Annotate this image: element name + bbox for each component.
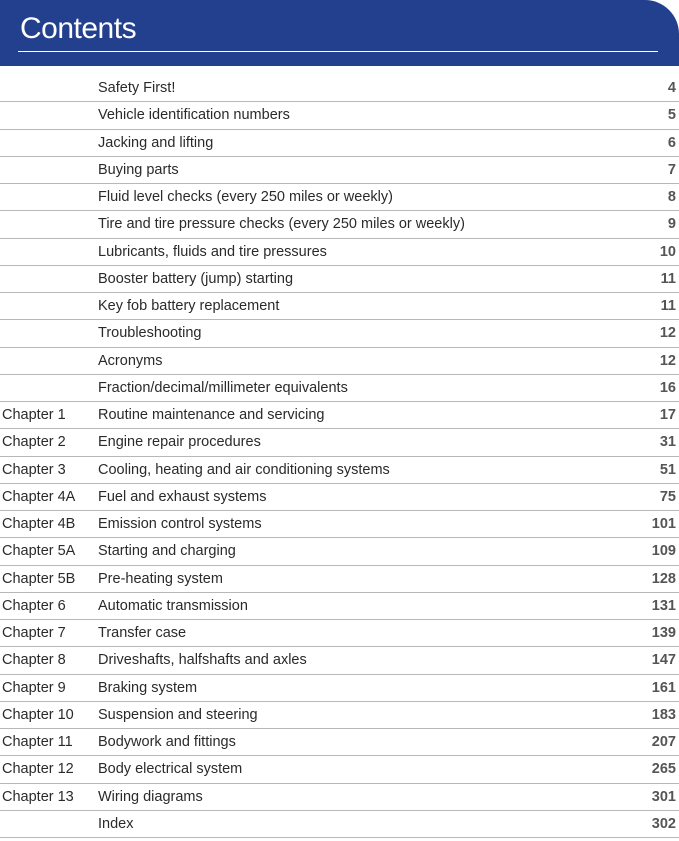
toc-chapter-label: Chapter 4B bbox=[2, 516, 76, 532]
toc-chapter-label: Chapter 9 bbox=[2, 679, 66, 696]
toc-entry-title: Index bbox=[98, 815, 134, 832]
toc-entry-title: Automatic transmission bbox=[98, 597, 248, 614]
toc-entry[interactable] bbox=[0, 266, 679, 293]
toc-entry-title: Fluid level checks (every 250 miles or weekly) bbox=[98, 189, 393, 205]
toc-chapter-label: Chapter 4A bbox=[2, 488, 76, 505]
toc-entry[interactable] bbox=[0, 811, 679, 838]
toc-entry-title: Bodywork and fittings bbox=[98, 734, 236, 750]
toc-chapter-label: Chapter 8 bbox=[2, 652, 66, 669]
toc-entry[interactable] bbox=[0, 457, 679, 484]
toc-entry[interactable] bbox=[0, 130, 679, 157]
toc-page-number: 16 bbox=[659, 379, 676, 396]
toc-entry[interactable] bbox=[0, 647, 679, 674]
toc-page-number: 4 bbox=[667, 80, 676, 96]
toc-entry[interactable] bbox=[0, 784, 679, 811]
toc-page-number: 265 bbox=[651, 761, 676, 778]
toc-entry[interactable] bbox=[0, 511, 679, 538]
toc-entry-title: Routine maintenance and servicing bbox=[98, 407, 325, 423]
toc-page-number: 161 bbox=[651, 679, 676, 696]
toc-chapter-label: Chapter 10 bbox=[2, 706, 74, 723]
toc-page-number: 17 bbox=[659, 407, 676, 423]
toc-page-number: 75 bbox=[659, 488, 676, 505]
toc-page-number: 31 bbox=[659, 434, 676, 451]
toc-entry-title: Engine repair procedures bbox=[98, 434, 261, 451]
toc-entry-title: Tire and tire pressure checks (every 250 miles or weekly) bbox=[98, 216, 465, 233]
toc-entry[interactable] bbox=[0, 702, 679, 729]
toc-page-number: 128 bbox=[651, 570, 676, 587]
toc-entry-title: Suspension and steering bbox=[98, 706, 258, 723]
toc-page-number: 147 bbox=[651, 652, 676, 669]
toc-page-number: 9 bbox=[667, 216, 676, 233]
toc-entry[interactable] bbox=[0, 348, 679, 375]
toc-entry[interactable] bbox=[0, 157, 679, 184]
toc-page-number: 302 bbox=[651, 815, 676, 832]
toc-chapter-label: Chapter 5B bbox=[2, 570, 76, 587]
page-title: Contents bbox=[20, 12, 137, 45]
toc-entry[interactable] bbox=[0, 293, 679, 320]
toc-page-number: 10 bbox=[659, 243, 676, 260]
toc-entry[interactable] bbox=[0, 375, 679, 402]
toc-entry-title: Transfer case bbox=[98, 625, 187, 641]
toc-entry-title: Lubricants, fluids and tire pressures bbox=[98, 243, 327, 260]
toc-entry-title: Booster battery (jump) starting bbox=[98, 270, 294, 287]
toc-entry-title: Acronyms bbox=[98, 352, 163, 369]
toc-entry[interactable] bbox=[0, 239, 679, 266]
toc-entry-title: Buying parts bbox=[98, 161, 179, 178]
toc-entry-title: Pre-heating system bbox=[98, 570, 223, 587]
toc-entry-title: Braking system bbox=[98, 679, 198, 696]
toc-page-number: 11 bbox=[660, 298, 676, 314]
toc-entry[interactable] bbox=[0, 429, 679, 456]
toc-entry-title: Jacking and lifting bbox=[98, 134, 214, 151]
toc-entry-title: Key fob battery replacement bbox=[98, 298, 280, 314]
header-divider bbox=[18, 51, 658, 52]
toc-page-number: 51 bbox=[659, 461, 676, 478]
toc-page-number: 301 bbox=[651, 788, 676, 805]
contents-header bbox=[0, 0, 679, 66]
toc-chapter-label: Chapter 2 bbox=[2, 434, 66, 451]
table-of-contents bbox=[0, 75, 679, 838]
toc-entry-title: Starting and charging bbox=[98, 543, 236, 560]
toc-entry-title: Vehicle identification numbers bbox=[98, 107, 290, 124]
toc-page-number: 11 bbox=[660, 270, 676, 287]
toc-page-number: 109 bbox=[651, 543, 676, 560]
toc-chapter-label: Chapter 13 bbox=[2, 788, 74, 805]
toc-entry[interactable] bbox=[0, 566, 679, 593]
toc-entry[interactable] bbox=[0, 729, 679, 756]
toc-entry[interactable] bbox=[0, 620, 679, 647]
toc-page-number: 183 bbox=[651, 706, 676, 723]
toc-page-number: 131 bbox=[651, 597, 676, 614]
toc-entry[interactable] bbox=[0, 320, 679, 347]
toc-chapter-label: Chapter 7 bbox=[2, 625, 66, 641]
toc-page-number: 101 bbox=[651, 516, 676, 532]
toc-chapter-label: Chapter 6 bbox=[2, 597, 66, 614]
toc-page-number: 12 bbox=[659, 352, 676, 369]
toc-entry[interactable] bbox=[0, 675, 679, 702]
toc-page-number: 12 bbox=[659, 325, 676, 342]
toc-chapter-label: Chapter 5A bbox=[2, 543, 76, 560]
toc-entry-title: Emission control systems bbox=[98, 516, 262, 532]
toc-page-number: 6 bbox=[667, 134, 676, 151]
toc-entry-title: Driveshafts, halfshafts and axles bbox=[98, 652, 307, 669]
toc-entry[interactable] bbox=[0, 184, 679, 211]
toc-page-number: 139 bbox=[651, 625, 676, 641]
toc-page-number: 8 bbox=[667, 189, 676, 205]
toc-chapter-label: Chapter 3 bbox=[2, 461, 66, 478]
toc-entry-title: Body electrical system bbox=[98, 761, 243, 778]
toc-entry-title: Fuel and exhaust systems bbox=[98, 488, 267, 505]
toc-entry[interactable] bbox=[0, 402, 679, 429]
toc-entry-title: Safety First! bbox=[98, 80, 176, 96]
toc-entry[interactable] bbox=[0, 756, 679, 783]
toc-page-number: 5 bbox=[667, 107, 676, 124]
toc-entry[interactable] bbox=[0, 538, 679, 565]
toc-page-number: 207 bbox=[651, 734, 676, 750]
toc-entry[interactable] bbox=[0, 75, 679, 102]
toc-entry-title: Fraction/decimal/millimeter equivalents bbox=[98, 379, 348, 396]
toc-entry-title: Troubleshooting bbox=[98, 325, 202, 342]
toc-entry-title: Wiring diagrams bbox=[98, 788, 203, 805]
toc-chapter-label: Chapter 1 bbox=[2, 407, 66, 423]
toc-chapter-label: Chapter 12 bbox=[2, 761, 74, 778]
toc-chapter-label: Chapter 11 bbox=[2, 734, 73, 750]
toc-entry[interactable] bbox=[0, 102, 679, 129]
toc-entry[interactable] bbox=[0, 211, 679, 238]
toc-entry[interactable] bbox=[0, 593, 679, 620]
toc-page-number: 7 bbox=[667, 161, 676, 178]
toc-entry[interactable] bbox=[0, 484, 679, 511]
toc-entry-title: Cooling, heating and air conditioning systems bbox=[98, 461, 390, 478]
